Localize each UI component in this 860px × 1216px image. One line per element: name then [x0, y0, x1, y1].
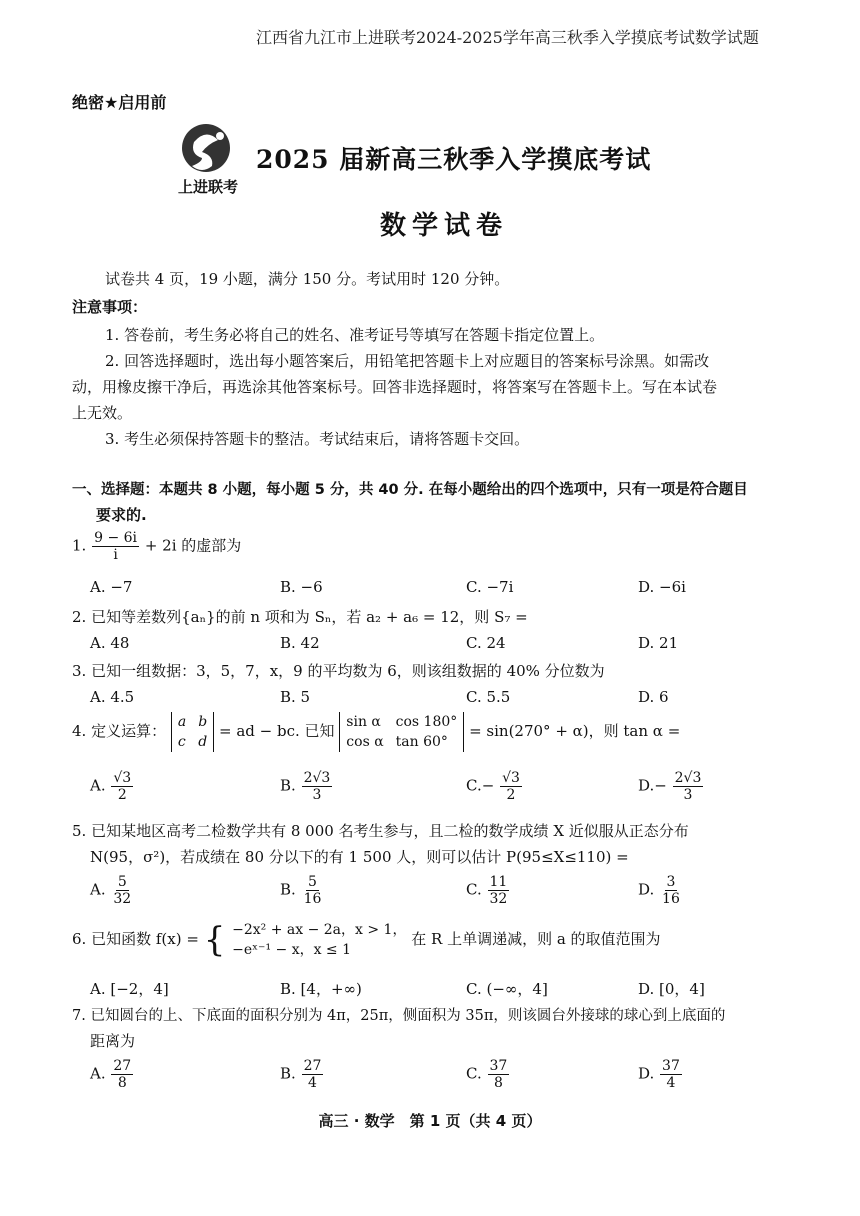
fraction-numerator: 5	[117, 874, 127, 890]
question-text: = sin(270° + α)，则 tan α =	[469, 722, 681, 740]
question-2: 2. 已知等差数列{aₙ}的前 n 项和为 Sₙ，若 a₂ + a₆ = 12，则 S₇ =	[72, 608, 528, 626]
fraction-denominator: 32	[113, 891, 132, 907]
option-label: C.	[466, 1064, 482, 1083]
section-heading-cont: 要求的.	[96, 506, 147, 524]
determinant	[339, 712, 464, 752]
note-line: 3. 考生必须保持答题卡的整洁。考试结束后，请将答题卡交回。	[105, 430, 530, 448]
det-cell: c	[177, 734, 186, 750]
option-d	[638, 874, 683, 907]
fraction	[302, 1058, 324, 1091]
fraction-numerator: √3	[502, 770, 520, 786]
fraction-numerator: √3	[113, 770, 132, 786]
option-label: C.	[466, 776, 482, 795]
option-b	[280, 770, 333, 803]
option-a	[90, 1058, 134, 1091]
question-text: 在 R 上单调递减，则 a 的取值范围为	[411, 930, 661, 948]
subject-title: 数学试卷	[380, 211, 509, 241]
option-label: A.	[90, 776, 106, 795]
fraction-denominator: 8	[117, 1075, 127, 1091]
det-cell: tan 60°	[395, 734, 448, 750]
option-label: B.	[280, 1064, 296, 1083]
logo-text: 上进联考	[177, 178, 238, 196]
option-sign: −	[481, 776, 495, 795]
fraction	[92, 530, 139, 563]
det-cell: sin α	[346, 714, 381, 730]
det-cell: a	[177, 714, 187, 730]
fraction-denominator: 32	[489, 891, 508, 907]
brace: {	[203, 920, 226, 960]
fraction-numerator: 27	[303, 1058, 322, 1074]
option-label: B.	[280, 880, 296, 899]
fraction-numerator: 3	[666, 874, 676, 890]
fraction	[660, 874, 682, 907]
fraction-denominator: 16	[662, 891, 680, 907]
option-d: D. 21	[638, 634, 679, 652]
fraction	[111, 874, 133, 907]
option-label: D.	[638, 776, 655, 795]
question-1	[72, 530, 241, 563]
question-5: 5. 已知某地区高考二检数学共有 8 000 名考生参与，且二检的数学成绩 X 近似服从正态分布	[72, 822, 689, 840]
option-c: C. (−∞，4]	[466, 980, 548, 998]
option-d: D. 6	[638, 688, 669, 706]
option-label: D.	[638, 1064, 655, 1083]
option-label: D.	[638, 880, 655, 899]
option-a	[90, 770, 134, 803]
option-a: A. [−2，4]	[90, 980, 169, 998]
fraction-denominator: i	[113, 547, 118, 563]
det-cell: b	[198, 714, 208, 730]
fraction-numerator: 5	[308, 874, 317, 890]
note-line: 动，用橡皮擦干净后，再选涂其他答案标号。回答非选择题时，将答案写在答题卡上。写在本试卷	[72, 378, 718, 396]
fraction-numerator: 2√3	[303, 770, 331, 786]
case-line: −2x² + ax − 2a，x > 1，	[232, 922, 407, 938]
question-text: + 2i 的虚部为	[144, 536, 242, 555]
option-d	[638, 1058, 683, 1091]
fraction-numerator: 9 − 6i	[94, 530, 138, 546]
option-b	[280, 1058, 324, 1091]
option-a	[90, 874, 134, 907]
piecewise-cases	[232, 920, 406, 960]
note-line: 1. 答卷前，考生务必将自己的姓名、准考证号等填写在答题卡指定位置上。	[105, 326, 605, 344]
det-cell: cos α	[346, 734, 384, 750]
question-3: 3. 已知一组数据：3，5，7，x，9 的平均数为 6，则该组数据的 40% 分位数为	[72, 662, 605, 680]
question-5-cont: N(95，σ²)，若成绩在 80 分以下的有 1 500 人，则可以估计 P(95≤X≤110) =	[90, 848, 629, 866]
option-label: A.	[90, 1064, 106, 1083]
option-sign: −	[654, 776, 667, 795]
notes-heading: 注意事项：	[72, 298, 148, 316]
option-d: D. −6i	[638, 578, 686, 596]
fraction	[488, 1058, 510, 1091]
fraction-numerator: 37	[489, 1058, 508, 1074]
option-b: B. −6	[280, 578, 323, 596]
question-6	[72, 920, 661, 960]
question-4	[72, 712, 680, 752]
option-b: B. [4，+∞)	[280, 980, 362, 998]
question-7: 7. 已知圆台的上、下底面的面积分别为 4π，25π，侧面积为 35π，则该圆台外接球的球心到上底面的	[72, 1008, 726, 1024]
question-text: = ad − bc. 已知	[218, 722, 335, 740]
option-c	[466, 770, 523, 803]
option-label: C.	[466, 880, 482, 899]
fraction-numerator: 2√3	[674, 770, 702, 786]
fraction	[111, 1058, 133, 1091]
fraction-numerator: 11	[489, 874, 508, 890]
fraction	[660, 1058, 682, 1091]
fraction	[111, 770, 133, 803]
question-number: 1.	[72, 536, 87, 555]
option-label: B.	[280, 776, 296, 795]
option-a: A. 4.5	[90, 688, 135, 706]
exam-title: 2025 届新高三秋季入学摸底考试	[256, 145, 652, 174]
question-text: 6. 已知函数 f(x) =	[72, 930, 199, 948]
fraction-denominator: 2	[506, 787, 516, 803]
note-line: 2. 回答选择题时，选出每小题答案后，用铅笔把答题卡上对应题目的答案标号涂黑。如需改	[105, 352, 710, 370]
determinant	[171, 712, 214, 752]
option-c: C. −7i	[466, 578, 514, 596]
fraction-denominator: 3	[312, 787, 322, 803]
fraction-numerator: 27	[113, 1058, 132, 1074]
section-heading: 一、选择题：本题共 8 小题，每小题 5 分，共 40 分. 在每小题给出的四个选项中，只有一项是符合题目	[72, 482, 748, 498]
note-line: 上无效。	[72, 404, 133, 422]
option-c: C. 5.5	[466, 688, 511, 706]
option-c	[466, 874, 510, 907]
option-b: B. 42	[280, 634, 320, 652]
option-label: A.	[90, 880, 106, 899]
fraction-denominator: 4	[308, 1075, 317, 1091]
page-footer: 高三 · 数学 第 1 页（共 4 页）	[318, 1112, 542, 1130]
fraction	[673, 770, 704, 803]
det-cell: d	[198, 734, 208, 750]
document-title: 江西省九江市上进联考2024-2025学年高三秋季入学摸底考试数学试题	[256, 28, 759, 47]
fraction	[488, 874, 510, 907]
det-cell: cos 180°	[395, 714, 458, 730]
option-d: D. [0，4]	[638, 980, 705, 998]
exam-intro: 试卷共 4 页，19 小题，满分 150 分。考试用时 120 分钟。	[105, 270, 510, 288]
fraction-numerator: 37	[662, 1058, 680, 1074]
option-d	[638, 770, 704, 803]
case-line: −eˣ⁻¹ − x，x ≤ 1	[232, 942, 352, 958]
question-text: 4. 定义运算：	[72, 722, 167, 740]
option-c: C. 24	[466, 634, 506, 652]
confidential-mark: 绝密★启用前	[72, 93, 167, 112]
fraction	[500, 770, 522, 803]
fraction-denominator: 8	[493, 1075, 503, 1091]
fraction	[302, 770, 333, 803]
option-a: A. 48	[90, 634, 130, 652]
fraction-denominator: 2	[117, 787, 127, 803]
option-a: A. −7	[90, 578, 133, 596]
option-c	[466, 1058, 510, 1091]
exam-logo	[172, 122, 244, 198]
question-7-cont: 距离为	[90, 1032, 136, 1050]
option-b	[280, 874, 324, 907]
fraction-denominator: 3	[683, 787, 693, 803]
fraction	[302, 874, 324, 907]
option-b: B. 5	[280, 688, 311, 706]
fraction-denominator: 16	[303, 891, 322, 907]
fraction-denominator: 4	[666, 1075, 676, 1091]
